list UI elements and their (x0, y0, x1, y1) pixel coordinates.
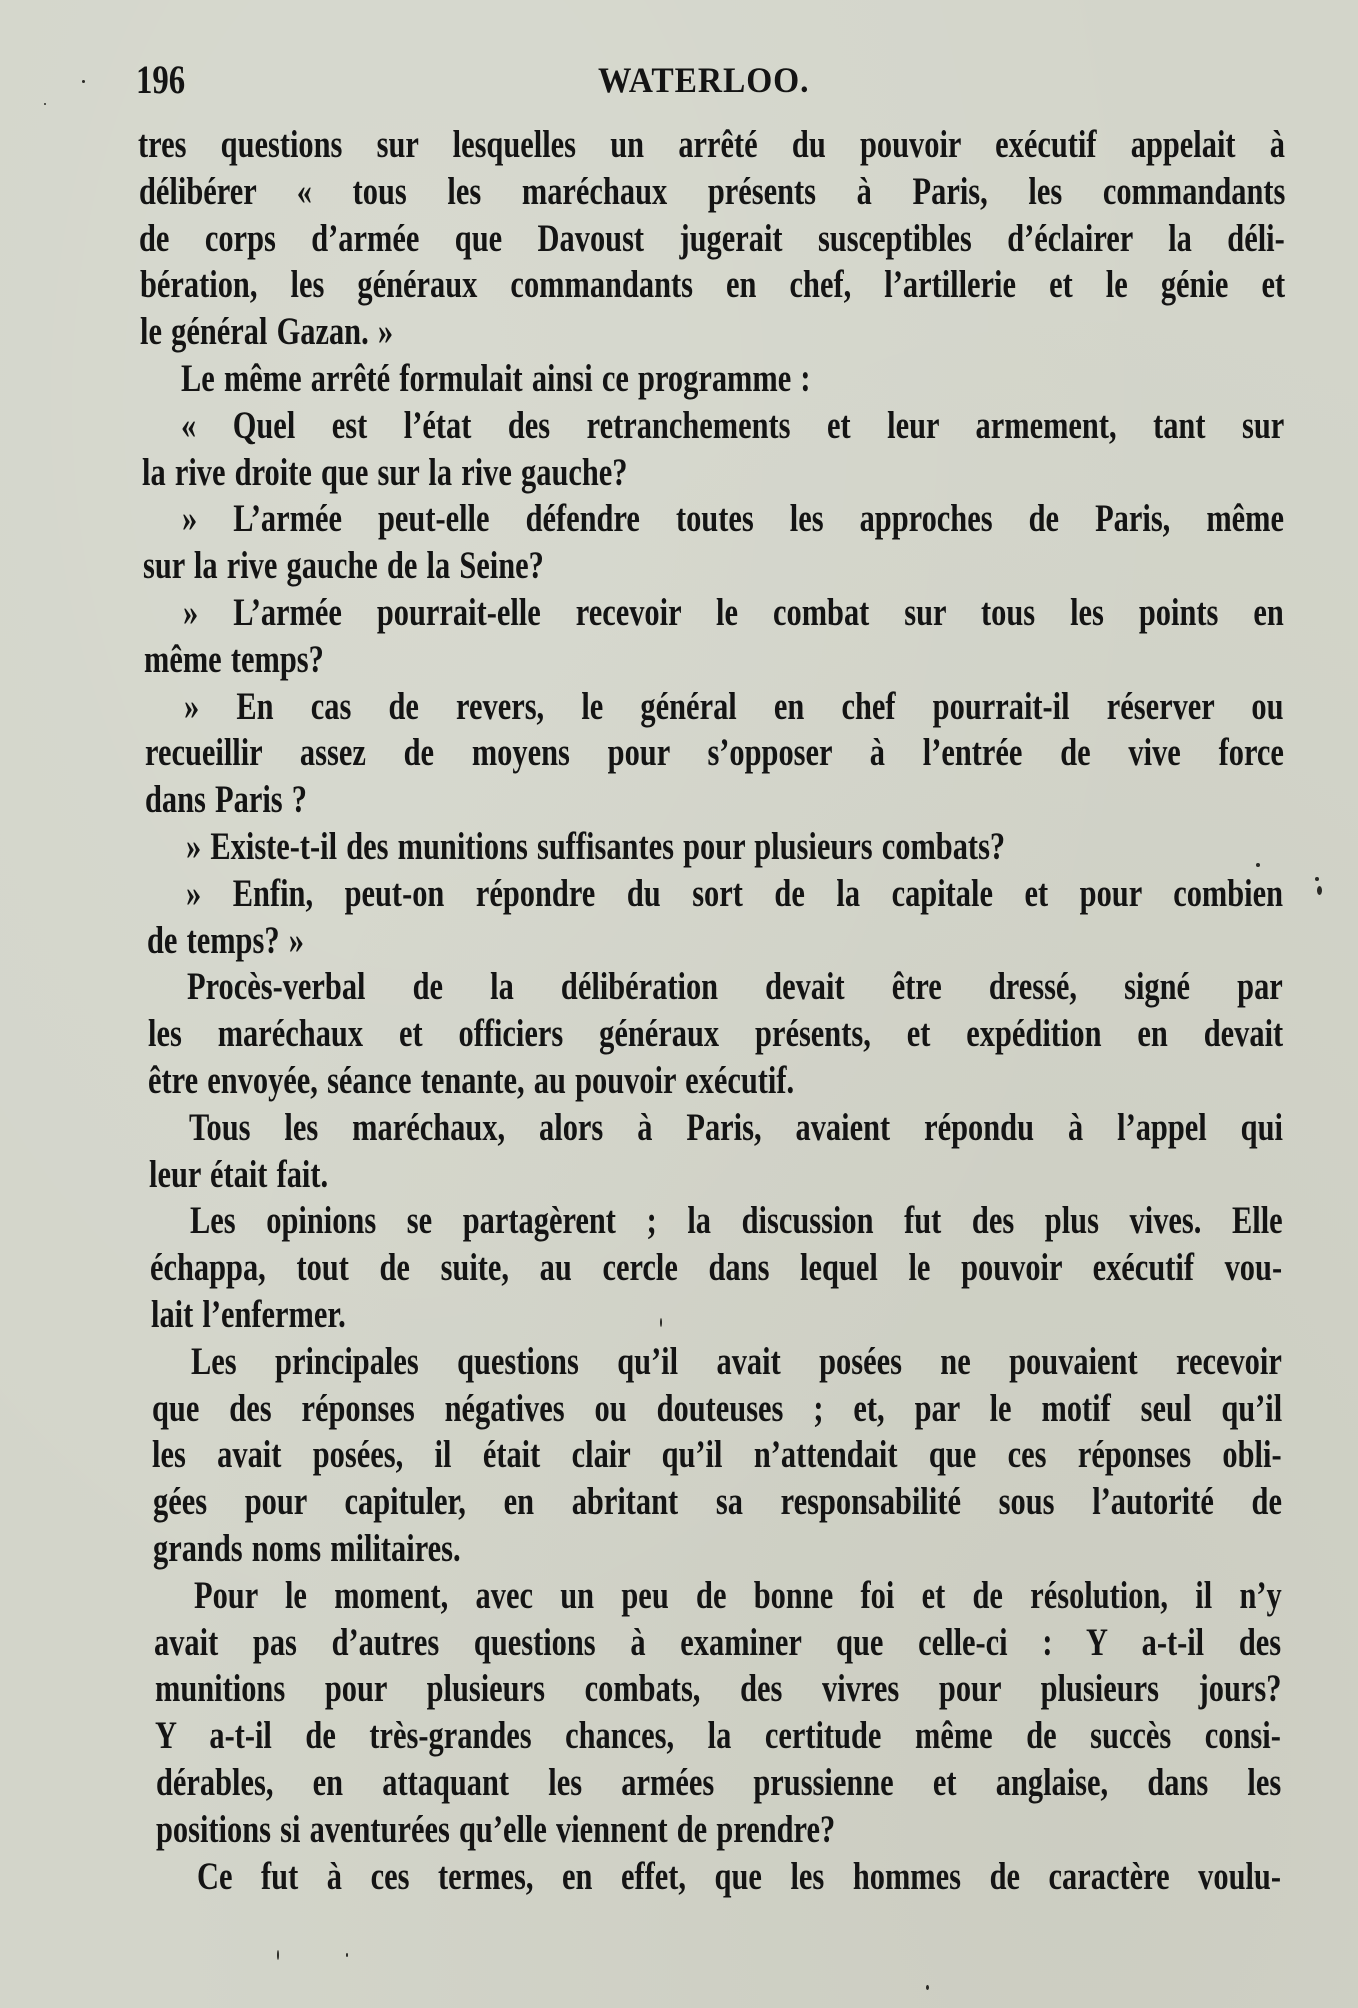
paragraph-first-line (197, 1854, 1281, 1900)
text-line (139, 169, 1285, 215)
text-line (150, 1245, 1282, 1291)
line-text: » Existe-t-il des munitions suffisantes pour plusieurs combats? (185, 825, 1005, 868)
line-text: Procès-verbal de la délibération devait être dressé, signé par (187, 965, 1284, 1009)
text-line (154, 1620, 1281, 1666)
line-text: être envoyée, séance tenante, au pouvoir exécutif. (148, 1059, 795, 1102)
line-text: Tous les maréchaux, alors à Paris, avaient répondu à l’appel qui (188, 1105, 1283, 1149)
line-text: » Enfin, peut-on répondre du sort de la capitale et pour combien (186, 871, 1284, 915)
paragraph-first-line (183, 590, 1284, 636)
paragraph-first-line (189, 1105, 1283, 1151)
paragraph-first-line (191, 1339, 1282, 1385)
paper-speck (82, 80, 85, 83)
text-line (151, 1292, 1282, 1338)
paper-speck (346, 1953, 348, 1957)
line-text: échappa, tout de suite, au cercle dans lequel le pouvoir exécutif vou- (150, 1246, 1283, 1290)
text-line (153, 1479, 1282, 1525)
line-text: Y a-t-il de très-grandes chances, la certitude même de succès consi- (155, 1714, 1282, 1758)
line-text: avait pas d’autres questions à examiner que celle-ci : Y a-t-il des (154, 1620, 1282, 1664)
line-text: positions si aventurées qu’elle viennent de prendre? (156, 1807, 836, 1851)
paragraph-first-line (181, 356, 1285, 402)
line-text: les avait posées, il était clair qu’il n’attendait que ces réponses obli- (152, 1433, 1282, 1477)
line-text: Les opinions se partagèrent ; la discussion fut des plus vives. Elle (189, 1199, 1283, 1243)
text-line (144, 637, 1284, 683)
line-text: lait l’enfermer. (150, 1293, 346, 1336)
paragraph-first-line (184, 684, 1284, 730)
text-line (153, 1526, 1281, 1572)
text-line (156, 1760, 1281, 1806)
line-text: grands noms militaires. (153, 1527, 462, 1570)
paragraph-first-line (194, 1573, 1282, 1619)
text-line (139, 216, 1285, 262)
line-text: même temps? (143, 637, 324, 681)
text-line (147, 918, 1283, 964)
line-text: de corps d’armée que Davoust jugerait susceptibles d’éclairer la déli- (139, 216, 1285, 260)
line-text: » L’armée peut-elle défendre toutes les approches de Paris, même (182, 497, 1285, 541)
line-text: les maréchaux et officiers généraux présents, et expédition en devait (147, 1012, 1283, 1056)
line-text: » L’armée pourrait-elle recevoir le combat sur tous les points en (183, 591, 1284, 634)
line-text: Ce fut à ces termes, en effet, que les hommes de caractère voulu- (197, 1854, 1281, 1898)
paper-speck (1315, 877, 1319, 881)
paragraph-first-line (181, 403, 1284, 449)
text-line (148, 1058, 1283, 1104)
line-text: le général Gazan. » (140, 310, 394, 354)
text-line (142, 450, 1285, 496)
text-line (156, 1807, 1281, 1853)
line-text: de temps? » (146, 918, 304, 962)
line-text: « Quel est l’état des retranchements et leur armement, tant sur (181, 403, 1285, 447)
paper-speck (44, 103, 46, 105)
text-line (155, 1713, 1281, 1759)
line-text: bération, les généraux commandants en chef, l’artillerie et le génie et (139, 263, 1285, 307)
line-text: la rive droite que sur la rive gauche? (141, 450, 628, 494)
page-number: 196 (136, 57, 186, 102)
paper-speck (1256, 863, 1260, 867)
text-line (140, 309, 1285, 355)
line-text: tres questions sur lesquelles un arrêté du pouvoir exécutif appelait à (138, 123, 1285, 166)
text-line (140, 262, 1285, 308)
line-text: dans Paris ? (145, 778, 308, 822)
paragraph-first-line (190, 1198, 1283, 1244)
text-line (152, 1432, 1282, 1478)
running-head (0, 58, 1358, 102)
paper-speck (277, 1950, 279, 1960)
text-line (148, 1011, 1283, 1057)
line-text: dérables, en attaquant les armées prussienne et anglaise, dans les (155, 1761, 1282, 1804)
text-line (149, 1152, 1282, 1198)
line-text: Pour le moment, avec un peu de bonne foi et de résolution, il n’y (193, 1573, 1282, 1617)
paragraph-first-line (186, 871, 1283, 917)
paragraph-first-line (182, 496, 1284, 542)
line-text: Le même arrêté formulait ainsi ce programme : (180, 357, 811, 400)
text-line (152, 1386, 1282, 1432)
line-text: leur était fait. (149, 1152, 329, 1196)
line-text: Les principales questions qu’il avait posées ne pouvaient recevoir (191, 1339, 1283, 1383)
line-text: délibérer « tous les maréchaux présents à Paris, les commandants (138, 169, 1285, 213)
line-text: recueillir assez de moyens pour s’opposer à l’entrée de vive force (144, 731, 1284, 775)
running-title: WATERLOO. (598, 60, 810, 100)
line-text: » En cas de revers, le général en chef pourrait-il réserver ou (184, 684, 1284, 728)
line-text: munitions pour plusieurs combats, des vivres pour plusieurs jours? (154, 1667, 1282, 1711)
paragraph-first-line (186, 824, 1284, 870)
paper-speck (926, 1985, 929, 1990)
paper-speck (660, 1318, 662, 1327)
text-line (138, 122, 1285, 168)
paper-speck (1317, 886, 1322, 895)
line-text: que des réponses négatives ou douteuses ; et, par le motif seul qu’il (151, 1386, 1283, 1430)
line-text: sur la rive gauche de la Seine? (142, 544, 544, 588)
line-text: gées pour capituler, en abritant sa responsabilité sous l’autorité de (152, 1480, 1282, 1524)
text-line (145, 777, 1283, 823)
text-line (143, 543, 1284, 589)
paragraph-first-line (187, 964, 1283, 1010)
text-line (155, 1666, 1281, 1712)
text-line (145, 730, 1284, 776)
